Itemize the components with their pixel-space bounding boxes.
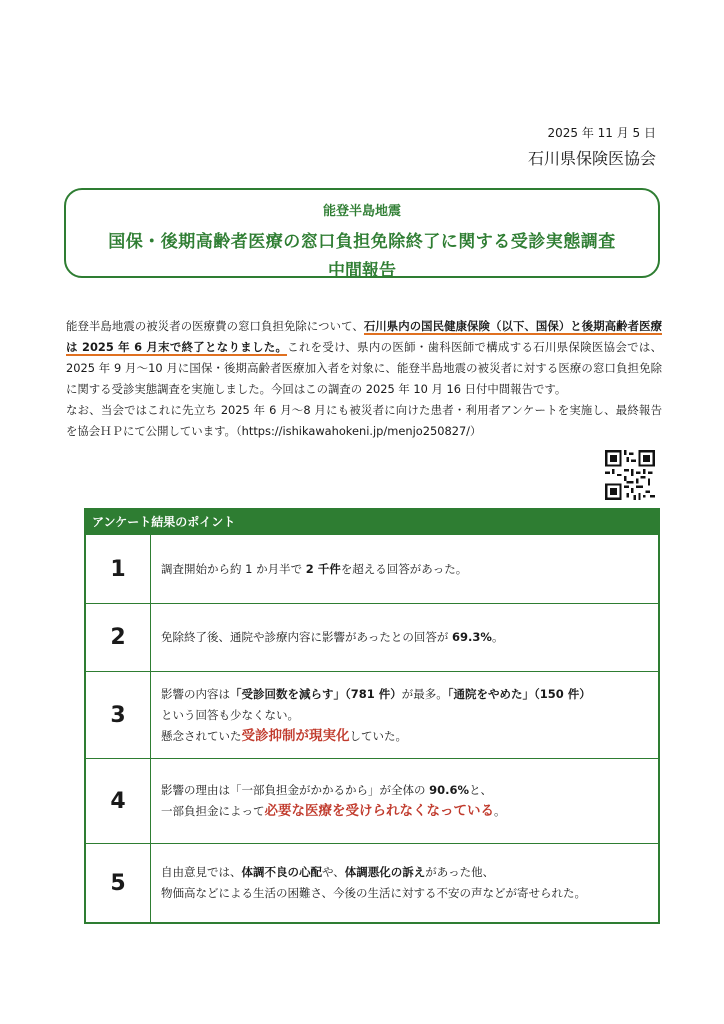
title-box bbox=[64, 188, 660, 281]
point-line: 物価高などによる生活の困難さ、今後の生活に対する不安の声などが寄せられた。 bbox=[161, 886, 587, 900]
point-line bbox=[161, 726, 658, 747]
qr-code-icon[interactable] bbox=[604, 450, 656, 500]
point-line: という回答も少なくない。 bbox=[161, 707, 299, 722]
point-line bbox=[161, 627, 658, 648]
text-bold: 69.3% bbox=[452, 630, 492, 644]
intro-p1-continuation: これを受け、県内の医師・歯科医師で構成する石川県保険医協会では、2025 年 9 月～10 月に国保・後期高齢者医療加入者を対象に、能登半島地震の被災者に対する医療の窓口負担免除に関する受診実態調査を実施しました。今回はこの調査の 2025 年 10 月 16 日付中間報告です。 bbox=[66, 340, 662, 396]
text-segment: 一部負担金によって bbox=[161, 804, 265, 818]
text-segment: 免除終了後、通院や診療内容に影響があったとの回答が bbox=[161, 630, 453, 644]
title-subheading: 能登半島地震 bbox=[322, 204, 401, 219]
point-text bbox=[151, 759, 658, 843]
text-segment: 自由意見では、 bbox=[161, 865, 242, 879]
text-bold: 2 千件 bbox=[305, 561, 341, 576]
text-segment: を超える回答があった。 bbox=[340, 561, 468, 576]
title-report-type: 中間報告 bbox=[328, 261, 396, 281]
intro-paragraph-2: なお、当会ではこれに先立ち 2025 年 6 月～8 月にも被災者に向けた患者・利用者アンケートを実施し、最終報告を協会ＨＰにて公開しています。（https://ishikawahokeni.jp/menjo250827/） bbox=[66, 403, 662, 438]
text-segment: 影響の内容は bbox=[161, 686, 230, 701]
text-segment: 影響の理由は「一部負担金がかかるから」が全体の bbox=[161, 783, 430, 797]
point-text bbox=[151, 844, 658, 922]
point-row bbox=[86, 603, 658, 671]
organization-name: 石川県保険医協会 bbox=[527, 149, 656, 168]
text-segment: 。 bbox=[491, 630, 504, 644]
text-bold: 「受診回数を減らす」（781 件） bbox=[230, 686, 402, 701]
text-segment: していた。 bbox=[349, 728, 407, 743]
point-line bbox=[161, 801, 658, 822]
point-number: 3 bbox=[86, 672, 151, 758]
point-text bbox=[151, 535, 658, 603]
point-number: 1 bbox=[86, 535, 151, 603]
text-bold: 「通院をやめた」（150 件） bbox=[447, 686, 591, 701]
text-emphasis-red: 必要な医療を受けられなくなっている bbox=[264, 803, 494, 819]
text-segment: と、 bbox=[469, 783, 493, 797]
text-segment: 調査開始から約 1 か月半で bbox=[161, 561, 306, 576]
point-line bbox=[161, 559, 658, 580]
point-row bbox=[86, 534, 658, 603]
title-main: 国保・後期高齢者医療の窓口負担免除終了に関する受診実態調査 bbox=[108, 232, 616, 252]
survey-points-table bbox=[84, 508, 660, 924]
point-row bbox=[86, 671, 658, 758]
document-date: 2025 年 11 月 5 日 bbox=[547, 126, 656, 140]
intro-p1-highlight: 石川県内の国民健康保険（以下、国保）と後期高齢者医療は 2025 年 6 月末で終了となりました。 bbox=[66, 319, 662, 354]
text-segment: があった他、 bbox=[425, 865, 495, 879]
text-emphasis-red: 受診抑制が現実化 bbox=[241, 727, 350, 744]
point-line bbox=[161, 780, 658, 801]
intro-text bbox=[66, 316, 662, 442]
point-row bbox=[86, 758, 658, 843]
point-line bbox=[161, 862, 658, 883]
point-text bbox=[151, 604, 658, 671]
text-segment: が最多。 bbox=[401, 686, 448, 701]
intro-p1-text: 能登半島地震の被災者の医療費の窓口負担免除について、 bbox=[66, 319, 364, 333]
text-bold: 体調悪化の訴え bbox=[344, 865, 426, 879]
text-segment: 。 bbox=[494, 804, 506, 818]
intro-paragraph-1 bbox=[66, 316, 662, 400]
text-bold: 90.6% bbox=[429, 783, 470, 797]
point-number: 4 bbox=[86, 759, 151, 843]
point-text bbox=[151, 672, 658, 758]
point-number: 2 bbox=[86, 604, 151, 671]
point-line bbox=[161, 684, 658, 705]
point-row bbox=[86, 843, 658, 922]
point-number: 5 bbox=[86, 844, 151, 922]
text-bold: 体調不良の心配 bbox=[241, 865, 322, 879]
text-segment: や、 bbox=[322, 865, 345, 879]
points-header: アンケート結果のポイント bbox=[86, 510, 658, 534]
text-segment: 懸念されていた bbox=[161, 728, 242, 743]
